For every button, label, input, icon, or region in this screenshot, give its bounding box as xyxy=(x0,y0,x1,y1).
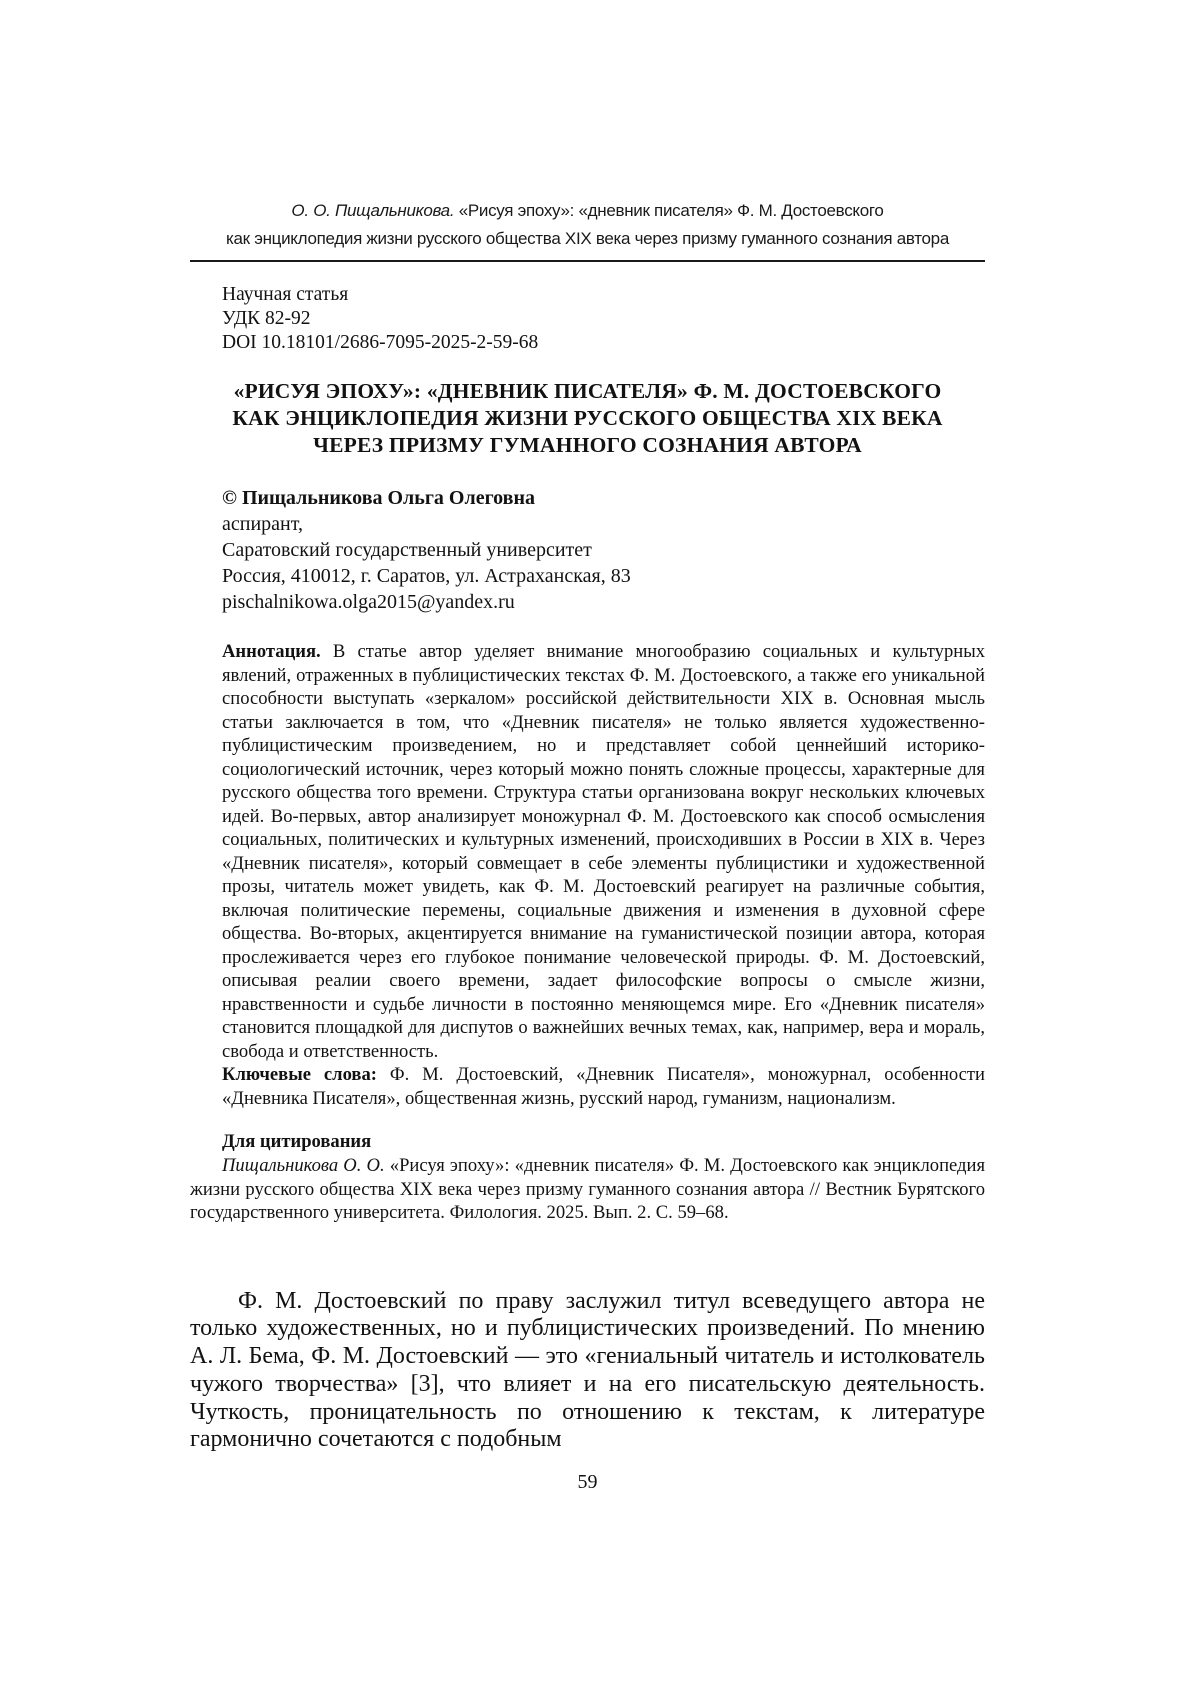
running-header-line-1 xyxy=(190,197,985,225)
abstract-paragraph xyxy=(222,640,985,1063)
abstract-label: Аннотация. xyxy=(222,641,321,662)
citation-paragraph xyxy=(190,1154,985,1225)
keywords-label: Ключевые слова: xyxy=(222,1064,377,1085)
page-content xyxy=(190,197,985,1454)
author-name: © Пищальникова Ольга Олеговна xyxy=(222,487,535,509)
doi-number: DOI 10.18101/2686-7095-2025-2-59-68 xyxy=(222,332,539,353)
running-header-author: О. О. Пищальникова. xyxy=(291,201,455,220)
author-position: аспирант, xyxy=(222,513,303,535)
citation-text: «Рисуя эпоху»: «дневник писателя» Ф. М. Достоевского как энциклопедия жизни русского общества XIX века через призму гуманного сознания автора // Вестник Бурятского государственного университета. Филология. 2025. Вып. 2. С. 59–68. xyxy=(190,1155,985,1223)
page-number: 59 xyxy=(577,1471,598,1493)
article-title-line-1: «РИСУЯ ЭПОХУ»: «ДНЕВНИК ПИСАТЕЛЯ» Ф. М. ДОСТОЕВСКОГО xyxy=(233,379,942,403)
abstract-section xyxy=(190,640,985,1110)
body-paragraph: Ф. М. Достоевский по праву заслужил титул всеведущего автора не только художественных, но и публицистических произведений. По мнению А. Л. Бема, Ф. М. Достоевский — это «гениальный читатель и истолкователь чужого творчества» [3], что влияет и на его писательскую деятельность. Чуткость, проницательность по отношению к текстам, к литературе гармонично сочетаются с подобным xyxy=(190,1287,985,1453)
keywords-paragraph xyxy=(222,1063,985,1110)
citation-author: Пищальникова О. О. xyxy=(222,1155,385,1176)
author-email: pischalnikowa.olga2015@yandex.ru xyxy=(222,591,515,613)
udc-number: УДК 82-92 xyxy=(222,308,311,329)
keywords-text: Ф. М. Достоевский, «Дневник Писателя», моножурнал, особенности «Дневника Писателя», общественная жизнь, русский народ, гуманизм, национализм. xyxy=(222,1064,985,1109)
author-affiliation: Саратовский государственный университет xyxy=(222,539,592,561)
running-header xyxy=(190,197,985,253)
article-title-line-2: КАК ЭНЦИКЛОПЕДИЯ ЖИЗНИ РУССКОГО ОБЩЕСТВА XIX ВЕКА xyxy=(232,406,943,430)
citation-heading: Для цитирования xyxy=(222,1131,372,1152)
header-rule xyxy=(190,260,985,262)
article-title-line-3: ЧЕРЕЗ ПРИЗМУ ГУМАННОГО СОЗНАНИЯ АВТОРА xyxy=(313,433,862,457)
abstract-text: В статье автор уделяет внимание многообразию социальных и культурных явлений, отраженных в публицистических текстах Ф. М. Достоевского, а также его уникальной способности выступать «зеркалом» российской действительности XIX в. Основная мысль статьи заключается в том, что «Дневник писателя» не только является художественно-публицистическим произведением, но и представляет собой ценнейший историко-социологический источник, через который можно понять сложные процессы, характерные для русского общества того времени. Структура статьи организована вокруг нескольких ключевых идей. Во-первых, автор анализирует моножурнал Ф. М. Достоевского как способ осмысления социальных, политических и культурных изменений, происходивших в России в XIX в. Через «Дневник писателя», который совмещает в себе элементы публицистики и художественной прозы, читатель может увидеть, как Ф. М. Достоевский реагирует на различные события, включая политические перемены, социальные движения и изменения в духовной сфере общества. Во-вторых, акцентируется внимание на гуманистической позиции автора, которая прослеживается через его глубокое понимание человеческой природы. Ф. М. Достоевский, описывая реалии своего времени, задает философские вопросы о смысле жизни, нравственности и судьбе личности в постоянно меняющемся мире. Его «Дневник писателя» становится площадкой для диспутов о важнейших вечных темах, как, например, вера и мораль, свобода и ответственность. xyxy=(222,641,985,1062)
article-meta xyxy=(190,283,985,355)
running-header-line-2: как энциклопедия жизни русского общества XIX века через призму гуманного сознания автора xyxy=(225,229,949,248)
author-block xyxy=(190,485,985,615)
running-header-title-part: «Рисуя эпоху»: «дневник писателя» Ф. М. Достоевского xyxy=(454,201,884,220)
article-title xyxy=(190,378,985,459)
article-type: Научная статья xyxy=(222,284,349,305)
author-address: Россия, 410012, г. Саратов, ул. Астраханская, 83 xyxy=(222,565,631,587)
